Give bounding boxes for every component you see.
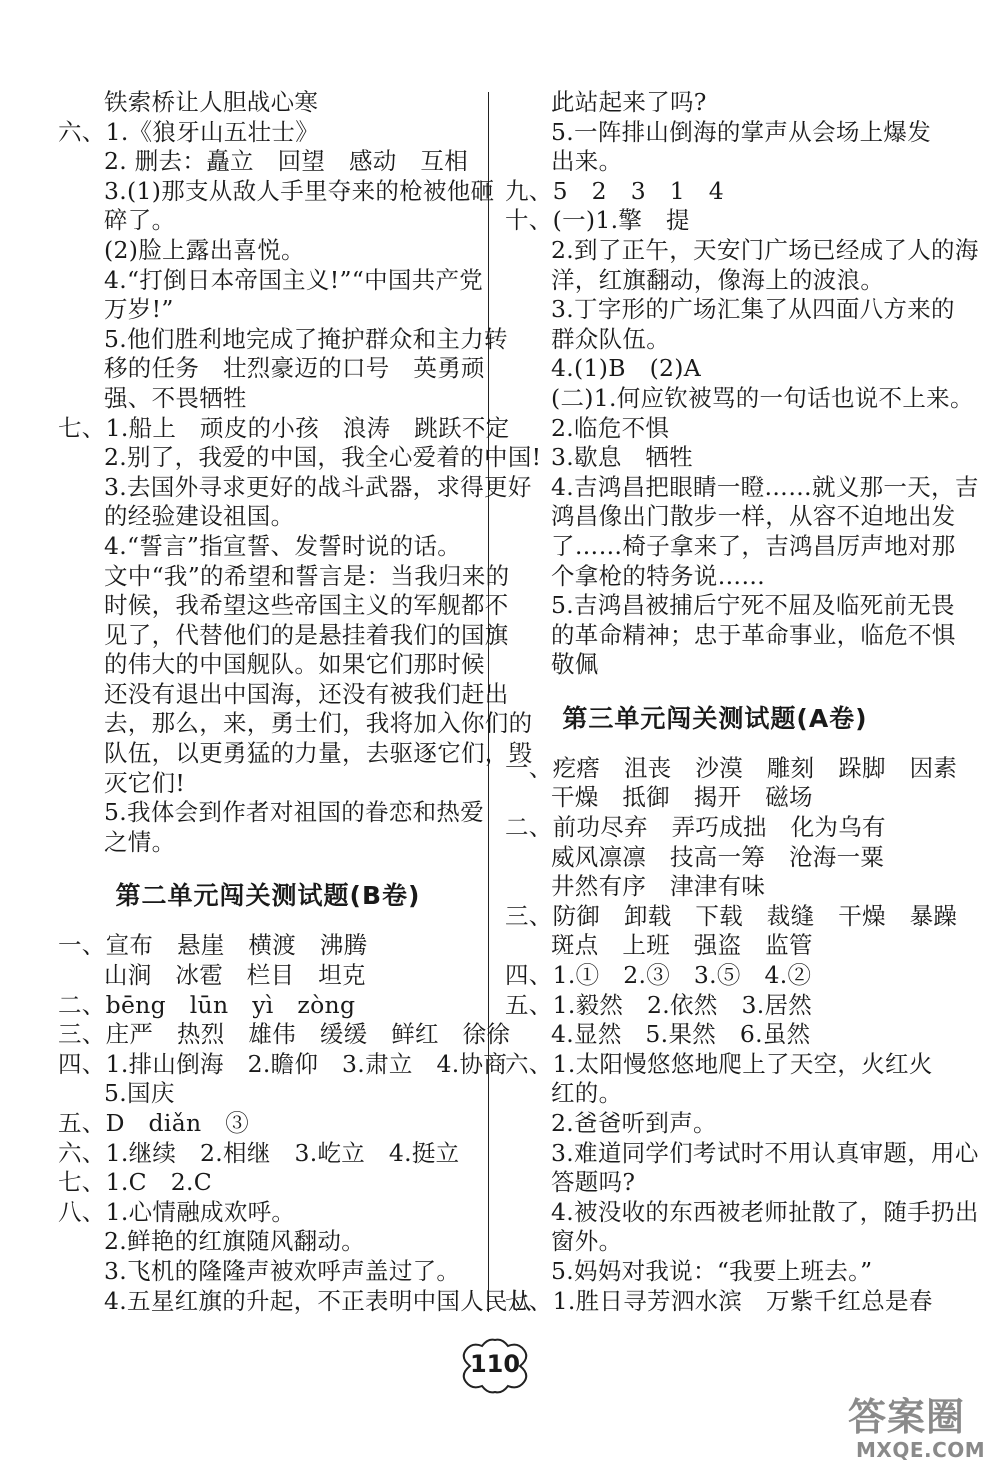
left-column	[58, 88, 542, 1316]
answer-line: 井然有序 津津有味	[551, 872, 766, 901]
answer-line: 时候，我希望这些帝国主义的军舰都不	[104, 591, 509, 620]
answer-line: 5.我体会到作者对祖国的眷恋和热爱	[104, 798, 485, 827]
right-answers-part-1	[505, 88, 979, 680]
answer-line: 5.妈妈对我说：“我要上班去。”	[551, 1256, 873, 1285]
answer-line: 3.歇息 牺牲	[551, 443, 694, 472]
answer-line: 的伟大的中国舰队。如果它们那时候	[104, 650, 485, 679]
answer-line: 4.(1)B (2)A	[551, 354, 702, 383]
answer-line: 4.“打倒日本帝国主义!”“中国共产党	[104, 265, 484, 294]
answer-line: 去，那么，来，勇士们，我将加入你们的	[104, 709, 533, 738]
answer-line: 3.去国外寻求更好的战斗武器，求得更好	[104, 472, 532, 501]
answer-line: 鸿昌像出门散步一样，从容不迫地出发	[551, 502, 956, 531]
answer-line: 2.爸爸听到声。	[551, 1109, 717, 1137]
watermark-logo	[840, 1380, 1000, 1464]
answer-line: 灭它们!	[104, 768, 186, 797]
answer-line: 2. 删去：矗立 回望 感动 互相	[104, 147, 468, 176]
answer-line: 答题吗?	[551, 1168, 636, 1197]
answer-line: 七、1.船上 顽皮的小孩 浪涛 跳跃不定	[58, 413, 510, 442]
answer-line: 五、1.毅然 2.依然 3.居然	[505, 990, 813, 1019]
answer-line: 威风凛凛 技高一筹 沧海一粟	[551, 842, 885, 871]
answer-line: 个拿枪的特务说……	[551, 561, 766, 590]
answer-line: 2.别了，我爱的中国，我全心爱着的中国!	[104, 443, 542, 472]
answer-line: 移的任务 壮烈豪迈的口号 英勇顽	[104, 354, 485, 383]
answer-line: 的经验建设祖国。	[104, 502, 295, 531]
left-answers-part-1	[58, 88, 542, 857]
answer-line: (2)脸上露出喜悦。	[104, 235, 305, 264]
answer-line: 三、庄严 热烈 雄伟 缓缓 鲜红 徐徐	[58, 1020, 511, 1049]
section-heading-unit2-b: 第二单元闯关测试题(B卷)	[115, 881, 421, 911]
left-answers-part-2	[58, 931, 532, 1316]
answer-line: 八、1.心情融成欢呼。	[58, 1197, 296, 1226]
answer-line: 二、前功尽弃 弄巧成拙 化为乌有	[505, 813, 886, 842]
answer-line: 敬佩	[551, 650, 599, 679]
answer-line: 窗外。	[551, 1227, 623, 1256]
answer-line: 3.飞机的隆隆声被欢呼声盖过了。	[104, 1256, 461, 1285]
answer-line: 4.显然 5.果然 6.虽然	[551, 1020, 811, 1049]
answer-line: 铁索桥让人胆战心寒	[104, 88, 319, 116]
answer-line: 还没有退出中国海，还没有被我们赶出	[104, 679, 509, 708]
answer-line: 3.难道同学们考试时不用认真审题，用心	[551, 1138, 979, 1167]
answer-line: 四、1.① 2.③ 3.⑤ 4.②	[505, 961, 812, 990]
right-column	[505, 88, 979, 1316]
answer-line: 2.鲜艳的红旗随风翻动。	[104, 1227, 366, 1256]
answer-line: 4.被没收的东西被老师扯散了，随手扔出	[551, 1197, 979, 1226]
section-heading-unit3-a: 第三单元闯关测试题(A卷)	[562, 703, 868, 733]
answer-line: 干燥 抵御 揭开 磁场	[551, 783, 813, 812]
answer-line: 出来。	[551, 147, 623, 176]
answer-line: 5.吉鸿昌被捕后宁死不屈及临死前无畏	[551, 591, 955, 620]
answer-line: 5.他们胜利地完成了掩护群众和主力转	[104, 324, 508, 353]
answer-line: 六、1.太阳慢悠悠地爬上了天空，火红火	[505, 1049, 933, 1078]
answer-line: 2.临危不惧	[551, 413, 670, 442]
answer-line: 强、不畏牺牲	[104, 383, 247, 412]
answer-line: 九、5 2 3 1 4	[505, 176, 725, 205]
answer-line: 六、1.继续 2.相继 3.屹立 4.挺立	[58, 1138, 460, 1167]
right-answers-part-2	[505, 753, 979, 1316]
answer-line: 一、疙瘩 沮丧 沙漠 雕刻 跺脚 因素	[505, 753, 958, 782]
answer-line: 二、bēng lūn yì zòng	[58, 990, 356, 1019]
answer-line: 碎了。	[104, 206, 176, 235]
watermark-url: MXQE.COM	[856, 1438, 986, 1462]
answer-line: 2.到了正午，天安门广场已经成了人的海	[551, 235, 979, 264]
answer-line: 六、1.《狼牙山五壮士》	[58, 117, 320, 146]
watermark-text: 答案圈	[848, 1395, 966, 1439]
answer-line: 4.“誓言”指宣誓、发誓时说的话。	[104, 531, 462, 560]
answer-line: 3.(1)那支从敌人手里夺来的枪被他砸	[104, 176, 495, 205]
answer-line: 群众队伍。	[551, 324, 670, 353]
answer-line: 一、宣布 悬崖 横渡 沸腾	[58, 931, 368, 960]
answer-line: 四、1.排山倒海 2.瞻仰 3.肃立 4.协商	[58, 1049, 508, 1078]
answer-line: 队伍，以更勇猛的力量，去驱逐它们，毁	[104, 739, 533, 768]
answer-line: 七、1.胜日寻芳泗水滨 万紫千红总是春	[505, 1286, 933, 1315]
answer-line: 斑点 上班 强盗 监管	[551, 931, 813, 960]
answer-line: 五、D diǎn ③	[58, 1109, 250, 1137]
answer-line: 5.一阵排山倒海的掌声从会场上爆发	[551, 117, 932, 146]
page-number-badge	[454, 1336, 536, 1396]
answer-line: 5.国庆	[104, 1079, 175, 1108]
answer-line: (二)1.何应钦被骂的一句话也说不上来。	[551, 383, 974, 412]
answer-line: 4.五星红旗的升起，不正表明中国人民从	[104, 1286, 532, 1315]
page-number: 110	[469, 1350, 521, 1378]
answer-line: 此站起来了吗?	[551, 88, 707, 116]
answer-line: 三、防御 卸载 下载 裁缝 干燥 暴躁	[505, 901, 958, 930]
answer-line: 的革命精神；忠于革命事业，临危不惧	[551, 620, 956, 649]
answer-line: 文中“我”的希望和誓言是：当我归来的	[104, 561, 510, 590]
answer-line: 见了，代替他们的是悬挂着我们的国旗	[104, 620, 509, 649]
answer-line: 红的。	[551, 1079, 623, 1108]
answer-line: 万岁!”	[104, 295, 174, 324]
answer-line: 3.丁字形的广场汇集了从四面八方来的	[551, 295, 955, 324]
answer-line: 4.吉鸿昌把眼睛一瞪……就义那一天，吉	[551, 472, 979, 501]
answer-line: 洋，红旗翻动，像海上的波浪。	[551, 265, 885, 294]
answer-line: 了……椅子拿来了，吉鸿昌厉声地对那	[551, 531, 956, 560]
answer-line: 山涧 冰雹 栏目 坦克	[104, 961, 366, 990]
answer-line: 七、1.C 2.C	[58, 1168, 213, 1197]
answer-line: 十、(一)1.擎 提	[505, 206, 690, 235]
answer-line: 之情。	[104, 827, 176, 856]
